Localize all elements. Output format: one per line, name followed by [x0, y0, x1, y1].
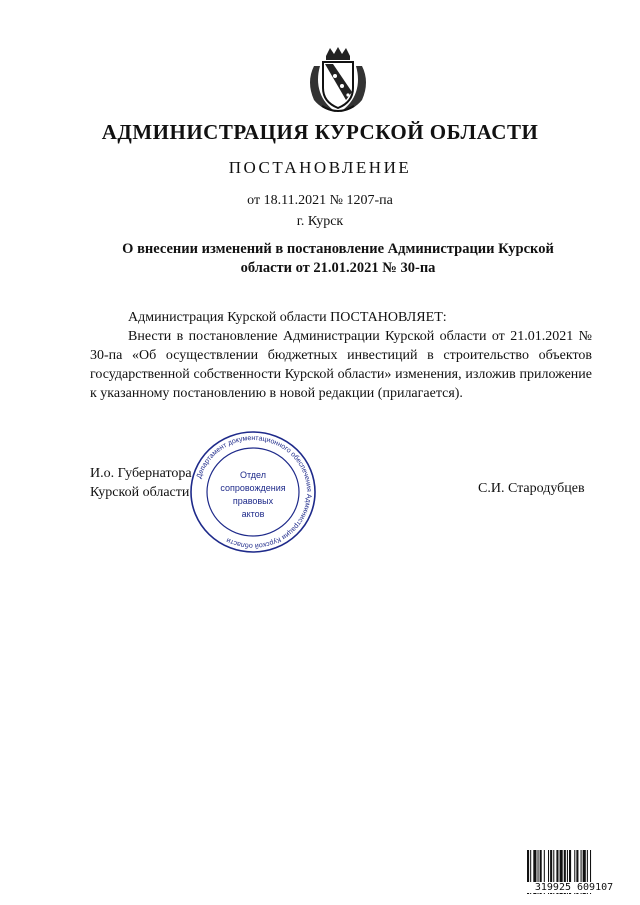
organization-title: АДМИНИСТРАЦИЯ КУРСКОЙ ОБЛАСТИ [101, 120, 539, 144]
document-type: ПОСТАНОВЛЕНИЕ [228, 158, 412, 177]
signatory-position [90, 464, 192, 502]
resolution-paragraph: Внести в постановление Администрации Курской области от 21.01.2021 № 30-па «Об осуществлении бюджетных инвестиций в строительство объектов государственной собственности Курской области» изменения, изложив приложение к указанному постановлению в новой редакции (прилагается). [90, 329, 592, 401]
official-stamp [188, 430, 318, 554]
subject-line-2: области от 21.01.2021 № 30-па [240, 260, 436, 276]
stamp-line-1: Отдел [239, 470, 267, 480]
stamp-ring-text: Департамент документационного обеспечения Администрации Курской области [195, 434, 313, 550]
document-subject [100, 240, 576, 278]
signatory-position-line-2: Курской области [90, 485, 190, 500]
stamp-line-4: актов [241, 509, 265, 519]
document-city: г. Курск [296, 214, 344, 229]
subject-line-1: О внесении изменений в постановление Администрации Курской [122, 241, 554, 257]
document-date-number: от 18.11.2021 № 1207-па [247, 193, 393, 208]
signatory-name: С.И. Стародубцев [478, 481, 585, 496]
kursk-coat-of-arms-icon [300, 46, 376, 114]
resolution-lead: Администрация Курской области ПОСТАНОВЛЯЕТ: [128, 310, 447, 325]
stamp-line-3: правовых [232, 496, 274, 506]
stamp-line-2: сопровождения [220, 483, 286, 493]
barcode-number: 319925 609107 [526, 882, 622, 893]
document-body [90, 308, 592, 403]
signatory-position-line-1: И.о. Губернатора [90, 466, 192, 481]
